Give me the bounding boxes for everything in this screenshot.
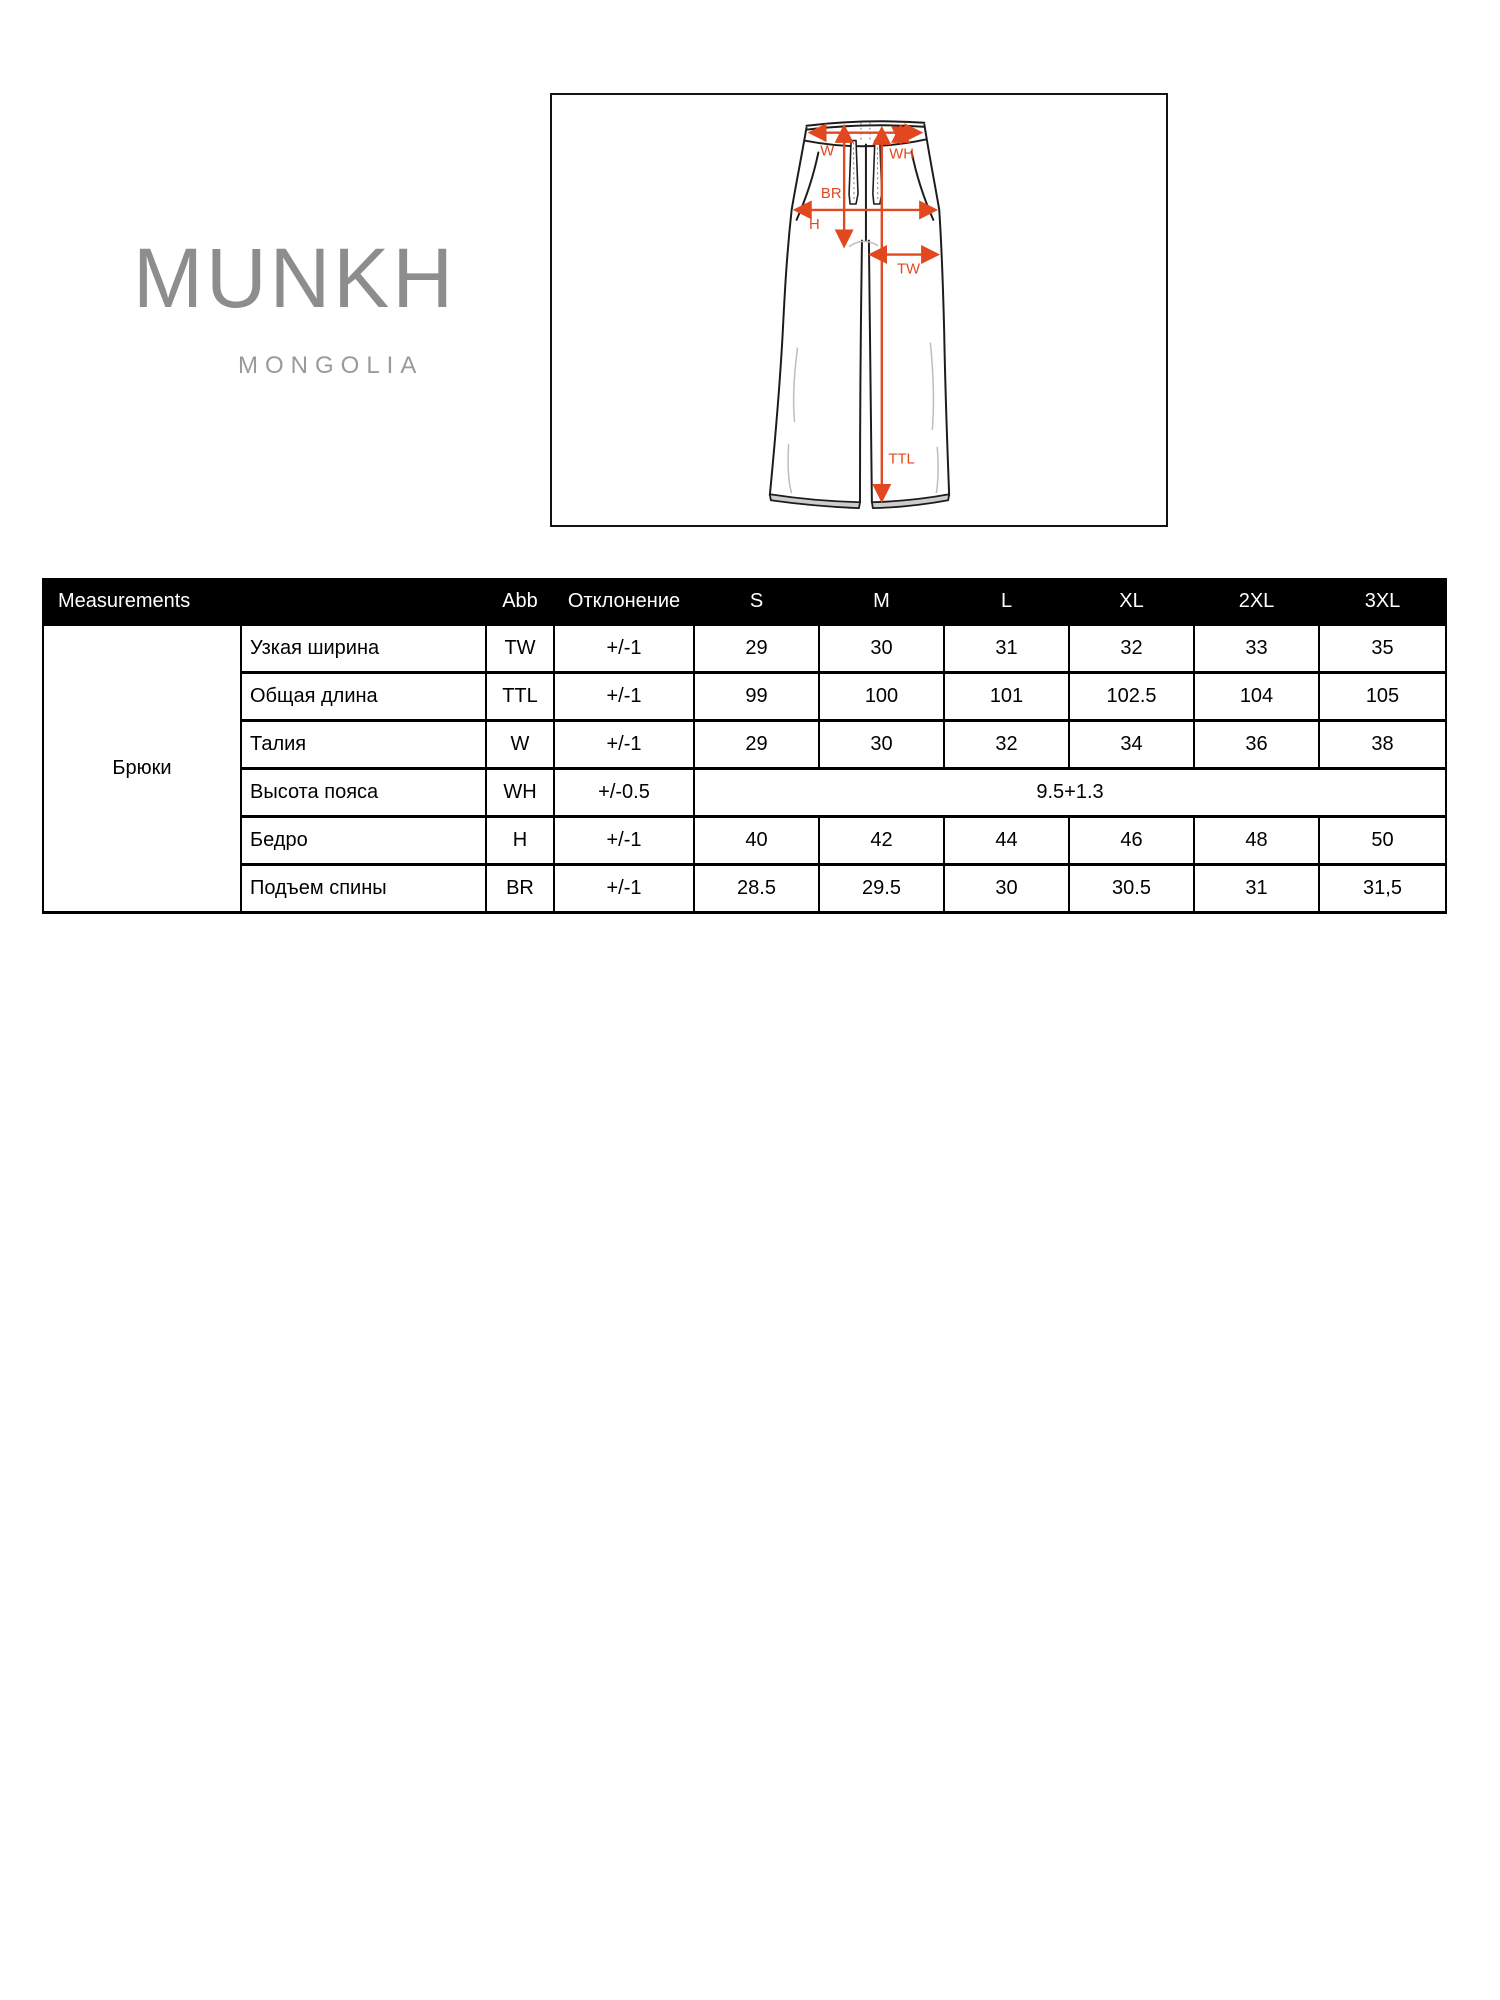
row-abb: WH <box>486 768 554 816</box>
header-size-xl: XL <box>1069 579 1194 624</box>
cell-value: 50 <box>1319 816 1446 864</box>
row-name: Талия <box>241 720 486 768</box>
cell-value: 31 <box>944 624 1069 672</box>
header-size-2xl: 2XL <box>1194 579 1319 624</box>
row-tolerance: +/-1 <box>554 864 694 912</box>
table-row <box>43 816 1446 864</box>
table-row <box>43 768 1446 816</box>
cell-value: 28.5 <box>694 864 819 912</box>
label-w: W <box>820 143 835 160</box>
cell-value: 38 <box>1319 720 1446 768</box>
cell-value: 99 <box>694 672 819 720</box>
table-header-row <box>43 579 1446 624</box>
pants-diagram-svg <box>552 95 1166 525</box>
cell-value: 29.5 <box>819 864 944 912</box>
cell-value: 31,5 <box>1319 864 1446 912</box>
header-size-m: M <box>819 579 944 624</box>
cell-value: 104 <box>1194 672 1319 720</box>
label-ttl: TTL <box>888 451 915 468</box>
table-row <box>43 864 1446 912</box>
cell-value: 34 <box>1069 720 1194 768</box>
cell-value: 32 <box>1069 624 1194 672</box>
cell-value: 105 <box>1319 672 1446 720</box>
group-label: Брюки <box>43 624 241 912</box>
cell-value: 30 <box>944 864 1069 912</box>
table-row <box>43 720 1446 768</box>
cell-value: 29 <box>694 624 819 672</box>
row-tolerance: +/-1 <box>554 672 694 720</box>
cell-value: 40 <box>694 816 819 864</box>
brand-logo-subtitle: MONGOLIA <box>238 352 424 379</box>
cell-value-merged: 9.5+1.3 <box>694 768 1446 816</box>
cell-value: 29 <box>694 720 819 768</box>
row-abb: TW <box>486 624 554 672</box>
header-size-3xl: 3XL <box>1319 579 1446 624</box>
pants-crease-lines <box>788 241 938 493</box>
cell-value: 42 <box>819 816 944 864</box>
row-abb: H <box>486 816 554 864</box>
cell-value: 35 <box>1319 624 1446 672</box>
row-tolerance: +/-1 <box>554 816 694 864</box>
row-abb: TTL <box>486 672 554 720</box>
table-row <box>43 624 1446 672</box>
pants-outline <box>770 121 949 502</box>
brand-logo: MUNKH <box>133 231 456 325</box>
row-name: Узкая ширина <box>241 624 486 672</box>
header-measurements: Measurements <box>43 579 486 624</box>
cell-value: 33 <box>1194 624 1319 672</box>
header-size-s: S <box>694 579 819 624</box>
label-h: H <box>809 216 820 233</box>
row-tolerance: +/-1 <box>554 624 694 672</box>
table-row <box>43 672 1446 720</box>
row-name: Бедро <box>241 816 486 864</box>
row-name: Высота пояса <box>241 768 486 816</box>
header-tolerance: Отклонение <box>554 579 694 624</box>
label-br: BR <box>820 186 842 203</box>
cell-value: 30.5 <box>1069 864 1194 912</box>
row-abb: W <box>486 720 554 768</box>
cell-value: 30 <box>819 720 944 768</box>
cell-value: 101 <box>944 672 1069 720</box>
row-name: Общая длина <box>241 672 486 720</box>
label-wh: WH <box>889 146 914 163</box>
cell-value: 44 <box>944 816 1069 864</box>
row-tolerance: +/-0.5 <box>554 768 694 816</box>
row-abb: BR <box>486 864 554 912</box>
cell-value: 102.5 <box>1069 672 1194 720</box>
row-name: Подъем спины <box>241 864 486 912</box>
row-tolerance: +/-1 <box>554 720 694 768</box>
cell-value: 30 <box>819 624 944 672</box>
cell-value: 31 <box>1194 864 1319 912</box>
cell-value: 100 <box>819 672 944 720</box>
header-size-l: L <box>944 579 1069 624</box>
label-tw: TW <box>896 261 921 278</box>
cell-value: 46 <box>1069 816 1194 864</box>
cell-value: 36 <box>1194 720 1319 768</box>
header-abb: Abb <box>486 579 554 624</box>
measurements-table <box>42 578 1447 914</box>
cell-value: 48 <box>1194 816 1319 864</box>
cell-value: 32 <box>944 720 1069 768</box>
pants-measurement-diagram <box>550 93 1168 527</box>
